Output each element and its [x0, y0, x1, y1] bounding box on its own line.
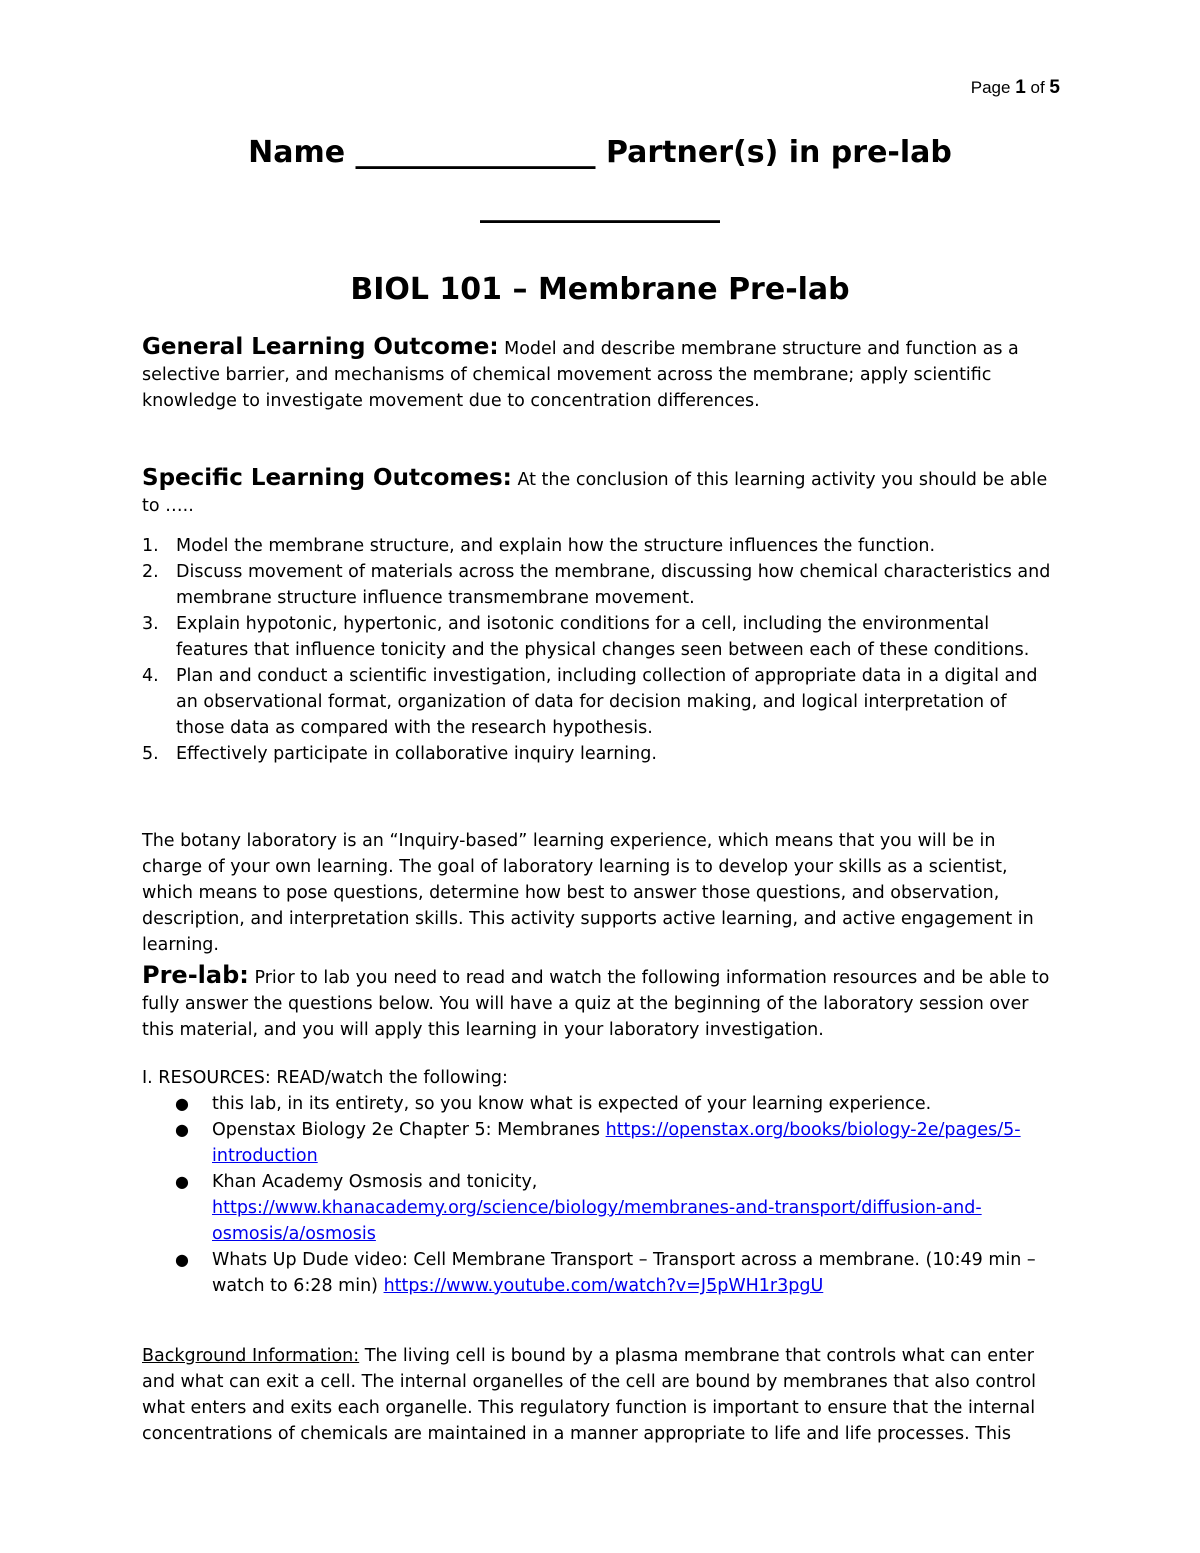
intro-paragraph: The botany laboratory is an “Inquiry-based” learning experience, which means that you will be in charge of your own learning. The goal of laboratory learning is to develop your skills as a scientist, which means to pose questions, determine how best to answer those questions, and observation, description, and interpretation skills. This activity supports active learning, and active engagement in learning. — [142, 831, 1034, 955]
resources-section — [142, 1065, 1060, 1299]
bullet-icon: ● — [175, 1172, 189, 1191]
page-title: BIOL 101 – Membrane Pre-lab — [350, 272, 850, 307]
list-item: ● Whats Up Dude video: Cell Membrane Transport – Transport across a membrane. (10:49 min – watch to 6:28 min) https://www.youtube.com/watch?v=J5pWH1r3pgU — [142, 1247, 1060, 1299]
specific-outcomes-intro: At the conclusion of this learning activity you should be able to ….. — [142, 470, 1048, 516]
khan-academy-link[interactable]: https://www.khanacademy.org/science/biology/membranes-and-transport/diffusion-and-osmosis/a/osmosis — [212, 1198, 982, 1244]
youtube-link[interactable]: https://www.youtube.com/watch?v=J5pWH1r3pgU — [383, 1276, 824, 1296]
list-item: 5. Effectively participate in collaborative inquiry learning. — [142, 744, 657, 764]
list-item: 2. Discuss movement of materials across the membrane, discussing how chemical characteristics and membrane structure influence transmembrane movement. — [142, 562, 1051, 608]
general-outcome-heading: General Learning Outcome: — [142, 334, 499, 360]
bullet-icon: ● — [175, 1250, 189, 1269]
list-item: 1. Model the membrane structure, and explain how the structure influences the function. — [142, 536, 936, 556]
list-item: ● Openstax Biology 2e Chapter 5: Membranes https://openstax.org/books/biology-2e/pages/5-introduction — [142, 1117, 1060, 1169]
list-item: 3. Explain hypotonic, hypertonic, and isotonic conditions for a cell, including the environmental features that influence tonicity and the physical changes seen between each of these conditions. — [142, 614, 1030, 660]
resources-heading: I. RESOURCES: READ/watch the following: — [142, 1068, 508, 1088]
background-text: The living cell is bound by a plasma membrane that controls what can enter and what can exit a cell. The internal organelles of the cell are bound by membranes that also control what enters and exits each organelle. This regulatory function is important to ensure that the internal concentrations of chemicals are maintained in a manner appropriate to life and life processes. This — [142, 1346, 1037, 1444]
outcomes-list — [142, 533, 1060, 767]
prelab-section — [142, 962, 1060, 1043]
prelab-text: Prior to lab you need to read and watch the following information resources and be able to fully answer the questions below. You will have a quiz at the beginning of the laboratory session over this material, and you will apply this learning in your laboratory investigation. — [142, 968, 1050, 1040]
resources-list — [142, 1091, 1060, 1299]
bullet-icon: ● — [175, 1120, 189, 1139]
background-label: Background Information: — [142, 1346, 360, 1366]
general-learning-outcome — [142, 334, 1060, 414]
general-outcome-text: Model and describe membrane structure and function as a selective barrier, and mechanisms of chemical movement across the membrane; apply scientific knowledge to investigate movement due to concentration differences. — [142, 339, 1019, 411]
prelab-heading: Pre-lab: — [142, 961, 249, 989]
list-item: ● this lab, in its entirety, so you know what is expected of your learning experience. — [142, 1091, 1060, 1117]
specific-learning-outcomes — [142, 465, 1060, 767]
list-item: 4. Plan and conduct a scientific investigation, including collection of appropriate data in a digital and an observational format, organization of data for decision making, and logical interpretation of those data as compared with the research hypothesis. — [142, 666, 1038, 738]
background-information — [142, 1343, 1060, 1447]
specific-outcomes-heading: Specific Learning Outcomes: — [142, 465, 512, 491]
name-partner-line: Name ________________ Partner(s) in pre-lab ________________ — [248, 135, 952, 224]
page-number: Page 1 of 5 — [970, 77, 1060, 98]
openstax-link[interactable]: https://openstax.org/books/biology-2e/pages/5-introduction — [212, 1120, 1021, 1166]
list-item: ● Khan Academy Osmosis and tonicity, https://www.khanacademy.org/science/biology/membranes-and-transport/diffusion-and-osmosis/a/osmosis — [142, 1169, 1060, 1247]
bullet-icon: ● — [175, 1094, 189, 1113]
